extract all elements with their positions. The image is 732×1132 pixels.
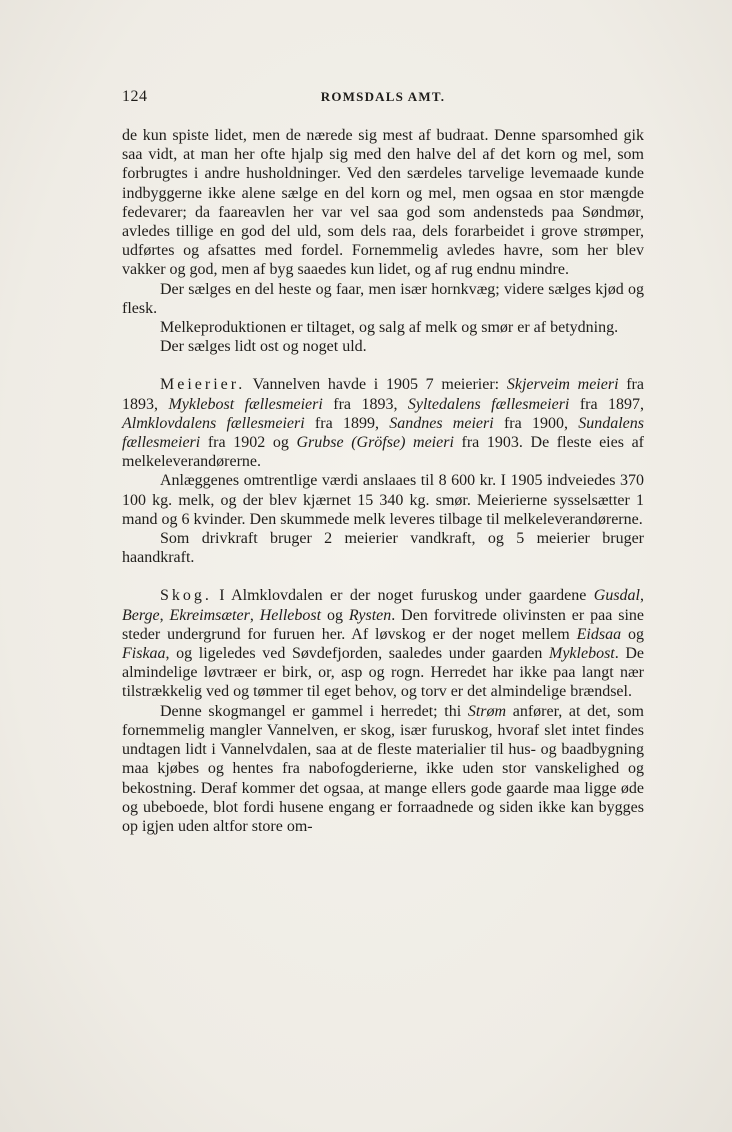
farm-name: Ekreimsæter <box>169 606 250 624</box>
farm-name: Hellebost <box>259 606 322 624</box>
page-header <box>122 88 644 110</box>
text-run: . Den forvitrede olivinsten er paa sine steder undergrund for furuen her. Af løvskog er der noget mellem <box>122 606 645 643</box>
place-name: Eidsaa <box>576 625 622 643</box>
dairy-name: Sandnes meieri <box>389 414 494 432</box>
text-run: , <box>159 606 170 624</box>
paragraph-skog <box>122 586 644 701</box>
page-number: 124 <box>122 88 148 105</box>
farm-name: Berge <box>122 606 160 624</box>
dairy-name: Myklebost fællesmeieri <box>168 395 323 413</box>
body-text <box>122 126 644 836</box>
section-heading-skog: Skog. <box>160 587 212 605</box>
text-run: Denne skogmangel er gammel i herredet; thi <box>160 702 468 720</box>
text-run: fra 1899, <box>304 414 390 432</box>
text-run: fra 1893, <box>322 395 408 413</box>
text-run: fra 1902 og <box>200 434 297 452</box>
running-title: ROMSDALS AMT. <box>320 89 446 104</box>
farm-name: Gusdal <box>593 587 640 605</box>
author-name: Strøm <box>467 702 507 720</box>
text-run: fra 1900, <box>493 414 579 432</box>
paragraph-melkeproduktion: Melkeproduktionen er tiltaget, og salg af melk og smør er af betydning. <box>160 319 619 337</box>
paragraph-skogmangel <box>122 702 644 836</box>
dairy-name: Syltedalens fællesmeieri <box>407 395 570 413</box>
text-run: og <box>321 606 349 624</box>
paragraph-anlaeggenes: Anlæggenes omtrentlige værdi anslaaes til 8 600 kr. I 1905 indveiedes 370 100 kg. melk, og der blev kjærnet 15 340 kg. smør. Meierierne sysselsætter 1 mand og 6 kvinder. Den skummede melk leveres tilbage til melkeleverandørerne. <box>122 472 644 528</box>
paragraph-budraat: de kun spiste lidet, men de nærede sig mest af budraat. Denne sparsomhed gik saa vidt, at man her ofte hjalp sig med den halve del af det korn og mel, som forbrugtes i andre husholdninger. Ved den særdeles tarvelige levemaade kunde indbyggerne ikke alene sælge en del korn og mel, men ogsaa en stor mængde fedevarer; da faareavlen her var vel saa god som andensteds paa Søndmør, avledes tillige en god del uld, som dels raa, dels forarbeidet i grove strømper, udførtes og afsattes med fordel. Fornemmelig avledes havre, som her blev vakker og god, men af byg saaedes kun lidet, og af rug endnu mindre. <box>122 127 644 279</box>
section-gap <box>122 356 644 375</box>
text-run: og <box>621 625 644 643</box>
place-name: Fiskaa <box>122 645 166 663</box>
dairy-name: Skjerveim meieri <box>506 376 619 394</box>
paragraph-meierier <box>122 375 644 471</box>
text-run: fra 1893, <box>122 376 644 413</box>
paragraph-ost: Der sælges lidt ost og noget uld. <box>160 338 367 356</box>
dairy-name: Grubse (Gröfse) meieri <box>296 434 454 452</box>
text-run: . De almindelige løvtræer er birk, or, asp og rogn. Herredet har ikke paa langt nær tilstrækkelig ved og tømmer til eget behov, og torv er det almindelige brændsel. <box>122 645 645 701</box>
text-run: fra 1897, <box>569 395 645 413</box>
text-run: , og ligeledes ved Søvdefjorden, saaledes under gaarden <box>165 645 549 663</box>
paragraph-drivkraft: Som drivkraft bruger 2 meierier vandkraft, og 5 meierier bruger haandkraft. <box>122 530 644 567</box>
text-run: , <box>249 606 260 624</box>
text-run: , <box>640 587 644 605</box>
farm-name: Myklebost <box>548 645 615 663</box>
text-run: fra 1903. De fleste eies af melkeleverandørerne. <box>122 434 644 471</box>
text-run: anfører, at det, som fornemmelig mangler Vannelven, er skog, især furuskog, hvoraf slet intet findes undtagen lidt i Vannelvdalen, saa at de fleste materialier til hus- og baadbygning maa kjøbes og hentes fra nabofogderierne, ikke uden stor vanskelighed og bekostning. Deraf kommer det ogsaa, at mange ellers gode gaarde maa ligge øde og ubeboede, blot fordi husene engang er forraadnede og siden ikke kan bygges op igjen uden altfor store om- <box>122 702 644 835</box>
dairy-name: Almklovdalens fællesmeieri <box>122 414 305 432</box>
farm-name: Rysten <box>348 606 392 624</box>
section-heading-meierier: Meierier. <box>160 376 246 394</box>
text-run: Vannelven havde i 1905 7 meierier: <box>245 376 507 394</box>
dairy-name: Sundalens fællesmeieri <box>122 414 645 452</box>
paragraph-hornkvaeg: Der sælges en del heste og faar, men især hornkvæg; videre sælges kjød og flesk. <box>122 280 644 317</box>
section-gap <box>122 567 644 586</box>
text-run: I Almklovdalen er der noget furuskog under gaardene <box>211 587 594 605</box>
